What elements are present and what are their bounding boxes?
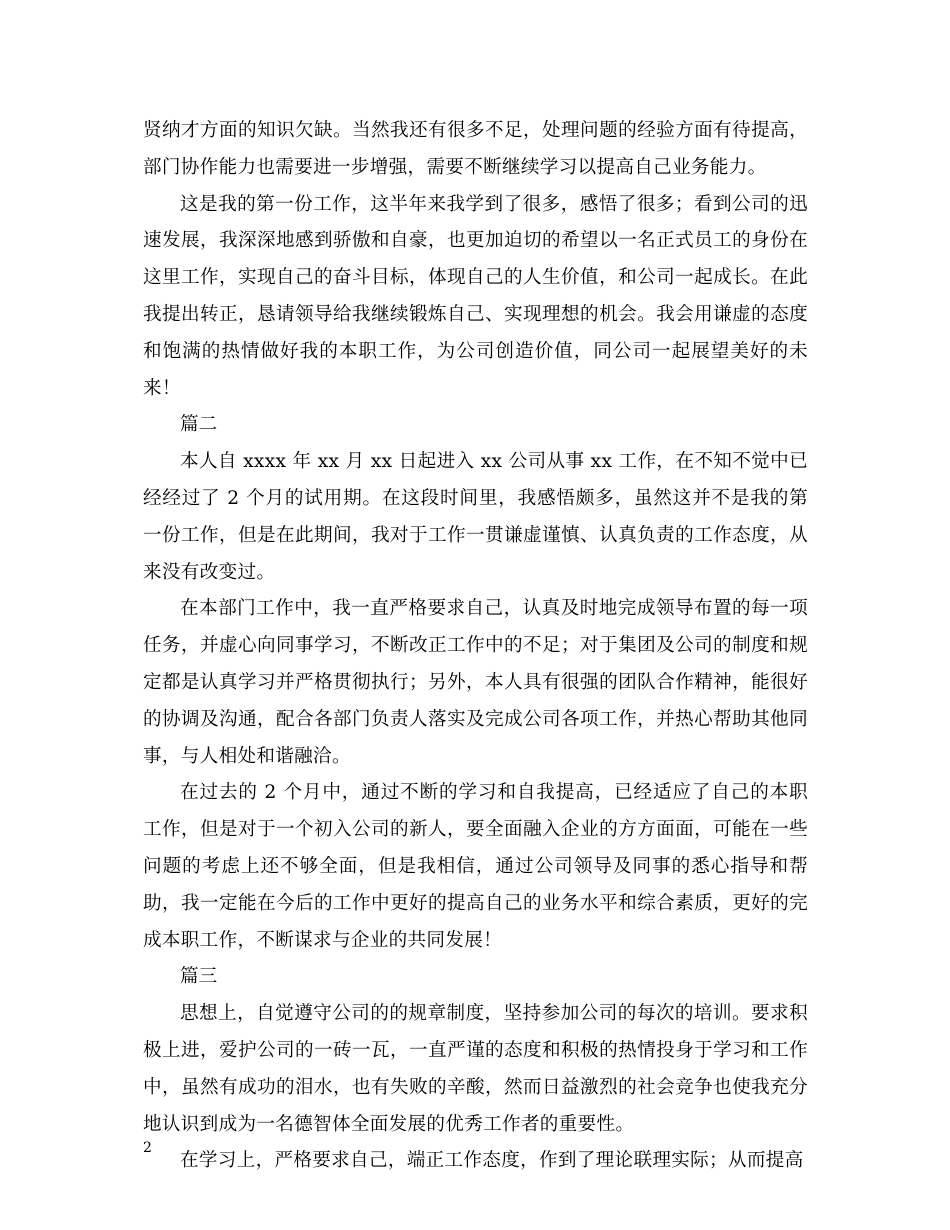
paragraph-ideology: 思想上，自觉遵守公司的的规章制度，坚持参加公司的每次的培训。要求积极上进，爱护公司的一砖一瓦，一直严谨的态度和积极的热情投身于学习和工作中，虽然有成功的泪水，也有失败的辛酸，然而日益激烈的社会竞争也使我充分地认识到成为一名德智体全面发展的优秀工作者的重要性。: [143, 1003, 808, 1135]
paragraph-department-work: 在本部门工作中，我一直严格要求自己，认真及时地完成领导布置的每一项任务，并虚心向同事学习，不断改正工作中的不足；对于集团及公司的制度和规定都是认真学习并严格贯彻执行；另外，本人具有很强的团队合作精神，能很好的协调及沟通，配合各部门负责人落实及完成公司各项工作，并热心帮助其他同事，与人相处和谐融洽。: [143, 598, 808, 767]
page-number: 2: [143, 1140, 152, 1156]
paragraph-continuation: 贤纳才方面的知识欠缺。当然我还有很多不足，处理问题的经验方面有待提高，部门协作能力也需要进一步增强，需要不断继续学习以提高自己业务能力。: [143, 120, 808, 178]
section-heading-part-two: 篇二: [180, 414, 218, 436]
paragraph-first-job: 这是我的第一份工作，这半年来我学到了很多，感悟了很多；看到公司的迅速发展，我深深地感到骄傲和自豪，也更加迫切的希望以一名正式员工的身份在这里工作，实现自己的奋斗目标，体现自己的人生价值，和公司一起成长。在此我提出转正，恳请领导给我继续锻炼自己、实现理想的机会。我会用谦虚的态度和饱满的热情做好我的本职工作，为公司创造价值，同公司一起展望美好的未来！: [143, 193, 808, 399]
paragraph-probation-intro: 本人自 xxxx 年 xx 月 xx 日起进入 xx 公司从事 xx 工作，在不知不觉中已经经过了 2 个月的试用期。在这段时间里，我感悟颇多，虽然这并不是我的第一份工作，但是在此期间，我对于工作一贯谦虚谨慎、认真负责的工作态度，从来没有改变过。: [143, 451, 808, 583]
paragraph-past-two-months: 在过去的 2 个月中，通过不断的学习和自我提高，已经适应了自己的本职工作，但是对于一个初入公司的新人，要全面融入企业的方方面面，可能在一些问题的考虑上还不够全面，但是我相信，通过公司领导及同事的悉心指导和帮助，我一定能在今后的工作中更好的提高自己的业务水平和综合素质，更好的完成本职工作，不断谋求与企业的共同发展！: [143, 782, 808, 951]
document-body: [143, 113, 808, 1180]
paragraph-study: 在学习上，严格要求自己，端正工作态度，作到了理论联理实际；从而提高: [180, 1150, 804, 1172]
section-heading-part-three: 篇三: [180, 966, 218, 988]
